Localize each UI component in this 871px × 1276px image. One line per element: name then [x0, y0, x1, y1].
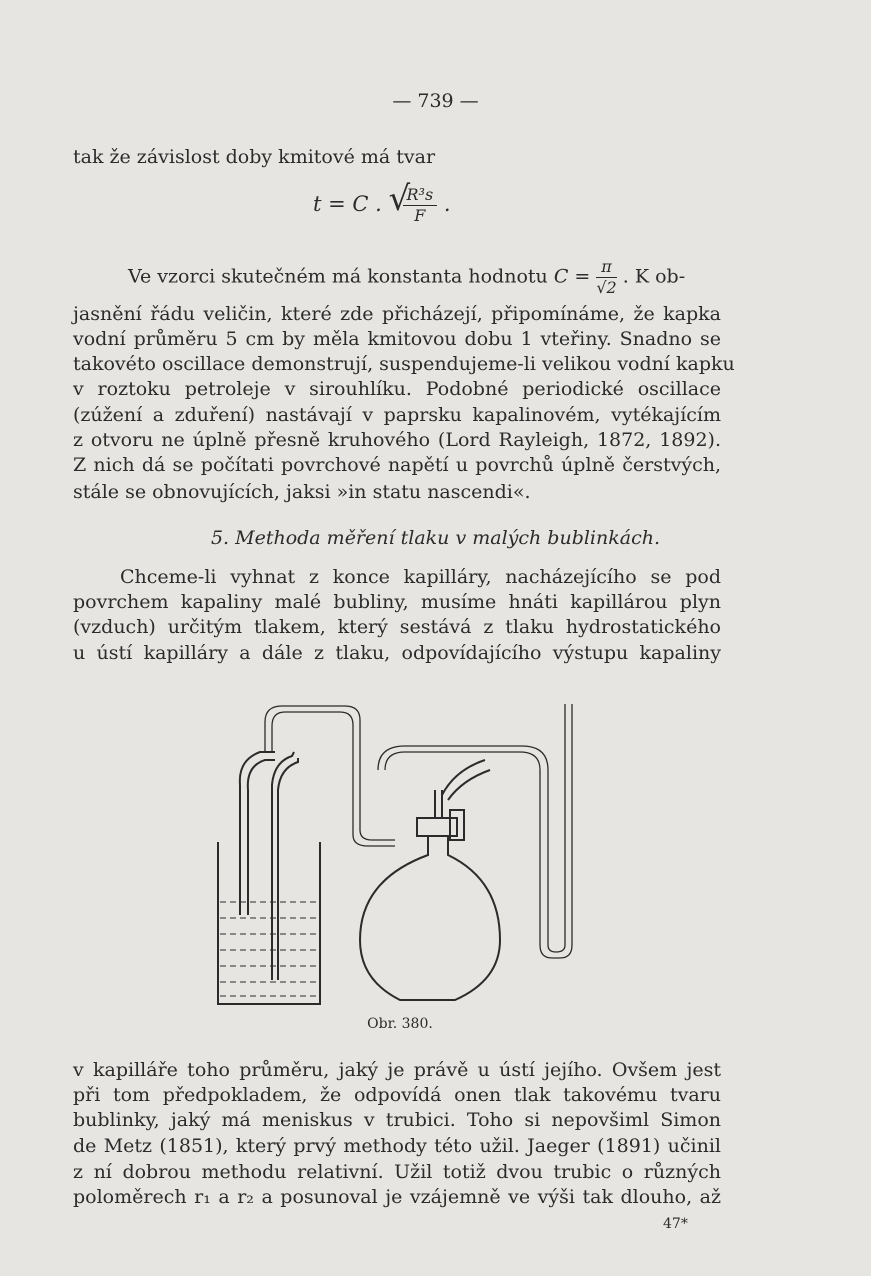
text-line: z otvoru ne úplně přesně kruhového (Lord Rayleigh, 1872, 1892). [73, 429, 721, 451]
constant-numerator: π [596, 257, 616, 278]
text-line: Z nich dá se počítati povrchové napětí u povrchů úplně čerstvých, [73, 454, 721, 476]
constant-label: C = [553, 265, 591, 288]
text-line: bublinky, jaký má meniskus v trubici. Toho si nepovšiml Simon [73, 1109, 721, 1131]
para1-start: Ve vzorci skutečném má konstanta hodnotu [128, 265, 548, 288]
beaker [218, 842, 320, 1004]
text-line: při tom předpokladem, že odpovídá onen tlak takovému tvaru [73, 1084, 721, 1106]
flask [360, 836, 500, 1000]
text-line: Chceme-li vyhnat z konce kapilláry, nacházejícího se pod [120, 566, 721, 588]
text-line: poloměrech r₁ a r₂ a posunoval je vzájemně ve výši tak dlouho, až [73, 1186, 721, 1208]
text-line: v kapilláře toho průměru, jaký je právě u ústí jejího. Ovšem jest [73, 1059, 721, 1081]
fraction-numerator: R³s [403, 185, 438, 206]
section-heading: 5. Methoda měření tlaku v malých bublinkách. [210, 527, 661, 549]
signature-mark: 47* [663, 1216, 688, 1232]
capillary-right [272, 752, 294, 980]
formula-end: . [443, 192, 451, 216]
text-line: v roztoku petroleje v sirouhlíku. Podobné periodické oscillace [73, 378, 721, 400]
text-line: stále se obnovujících, jaksi »in statu nascendi«. [73, 481, 531, 503]
text-line: jasnění řádu veličin, které zde přicházejí, připomínáme, že kapka [73, 303, 721, 325]
figure-caption: Obr. 380. [367, 1016, 433, 1032]
text-line: u ústí kapilláry a dále z tlaku, odpovídajícího výstupu kapaliny [73, 642, 721, 664]
text-line: de Metz (1851), který prvý methody této užil. Jaeger (1891) učinil [73, 1135, 721, 1157]
constant-denominator: √2 [596, 278, 617, 297]
text-line: (vzduch) určitým tlakem, který sestává z tlaku hydrostatického [73, 616, 721, 638]
formula-period [313, 179, 451, 226]
constant-fraction [596, 257, 616, 298]
para1-line1-end: . K ob- [622, 265, 686, 288]
radical-sign-icon: √ [388, 179, 411, 219]
text-line: takovéto oscillace demonstrují, suspendujeme-li velikou vodní kapku [73, 353, 735, 375]
formula-lhs: t = C . [313, 192, 382, 216]
para1-first-line [128, 257, 685, 298]
page-number: — 739 — [392, 90, 479, 112]
text-line: tak že závislost doby kmitové má tvar [73, 146, 436, 168]
sqrt-expression [388, 179, 438, 226]
text-line: z ní dobrou methodu relativní. Užil totiž dvou trubic o různých [73, 1161, 721, 1183]
text-line: vodní průměru 5 cm by měla kmitovou dobu 1 vteřiny. Snadno se [73, 328, 721, 350]
capillary-left [240, 752, 275, 915]
apparatus-figure [210, 690, 590, 1015]
text-line: (zúžení a zduření) nastávají v paprsku kapalinovém, vytékajícím [73, 404, 721, 426]
text-line: povrchem kapaliny malé bubliny, musíme hnáti kapillárou plyn [73, 591, 721, 613]
fraction-denominator: F [414, 206, 426, 225]
